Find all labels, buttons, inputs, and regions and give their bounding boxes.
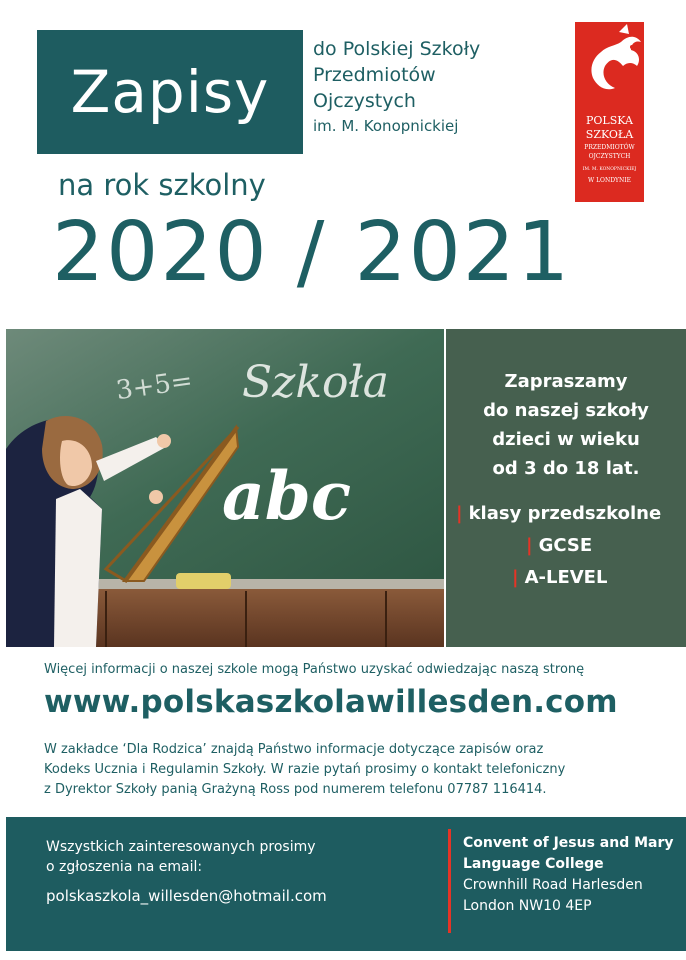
address-line: Crownhill Road Harlesden [463, 877, 643, 893]
details-line: z Dyrektor Szkoły panią Grażyną Ross pod numerem telefonu 07787 116414. [44, 782, 547, 797]
invitation-text [446, 367, 686, 483]
board-math-text: 3+5= [114, 365, 195, 407]
more-info-text: Więcej informacji o naszej szkole mogą Państwo uzyskać odwiedzając naszą stronę [44, 662, 585, 677]
details-line: W zakładce ‘Dla Rodzica’ znajdą Państwo informacje dotyczące zapisów oraz [44, 742, 544, 757]
school-name-line: Przedmiotów [313, 64, 436, 86]
invitation-panel [446, 329, 686, 647]
school-name-line: Ojczystych [313, 90, 416, 112]
logo-text: W LONDYNIE [588, 177, 631, 184]
details-text [44, 740, 644, 800]
email-link[interactable]: polskaszkola_willesden@hotmail.com [46, 887, 327, 905]
venue-name: Convent of Jesus and Mary [463, 835, 674, 851]
logo-text: PRZEDMIOTÓW [584, 144, 635, 151]
level-separator: | [526, 535, 533, 556]
level-item [526, 535, 592, 556]
school-logo [575, 22, 644, 202]
address-line: London NW10 4EP [463, 898, 592, 914]
level-separator: | [512, 567, 519, 588]
invitation-line: Zapraszamy [504, 371, 628, 392]
invite-line: Wszystkich zainteresowanych prosimy [46, 839, 316, 855]
logo-text: SZKOŁA [585, 128, 634, 141]
level-item [512, 567, 607, 588]
logo-text: IM. M. KONOPNICKIEJ [582, 167, 637, 172]
details-line: Kodeks Ucznia i Regulamin Szkoły. W razie pytań prosimy o kontakt telefoniczny [44, 762, 566, 777]
venue-name: Language College [463, 856, 604, 872]
level-separator: | [456, 503, 463, 524]
level-item [456, 503, 661, 524]
board-word-text: Szkoła [242, 357, 389, 408]
school-name [313, 36, 563, 137]
level-label: A-LEVEL [524, 567, 608, 588]
website-link[interactable]: www.polskaszkolawillesden.com [44, 684, 618, 720]
footer-address [463, 833, 674, 917]
footer-contact [46, 837, 327, 906]
school-patron: im. M. Konopnickiej [313, 117, 459, 135]
invite-line: o zgłoszenia na email: [46, 859, 203, 875]
invitation-line: od 3 do 18 lat. [492, 458, 640, 479]
level-label: GCSE [538, 535, 593, 556]
subtitle: na rok szkolny [58, 168, 266, 202]
classroom-photo [6, 329, 444, 647]
school-year: 2020 / 2021 [52, 205, 572, 300]
invitation-line: dzieci w wieku [492, 429, 640, 450]
logo-text: OJCZYSTYCH [588, 153, 631, 160]
title-banner [37, 30, 303, 154]
page-title: Zapisy [70, 58, 270, 126]
eagle-icon [575, 22, 644, 114]
logo-text: POLSKA [586, 114, 633, 127]
footer-divider [448, 829, 451, 933]
invitation-line: do naszej szkoły [483, 400, 649, 421]
level-label: klasy przedszkolne [468, 503, 662, 524]
footer [6, 817, 686, 951]
board-letters-text: abc [222, 457, 352, 535]
school-name-line: do Polskiej Szkoły [313, 38, 481, 60]
